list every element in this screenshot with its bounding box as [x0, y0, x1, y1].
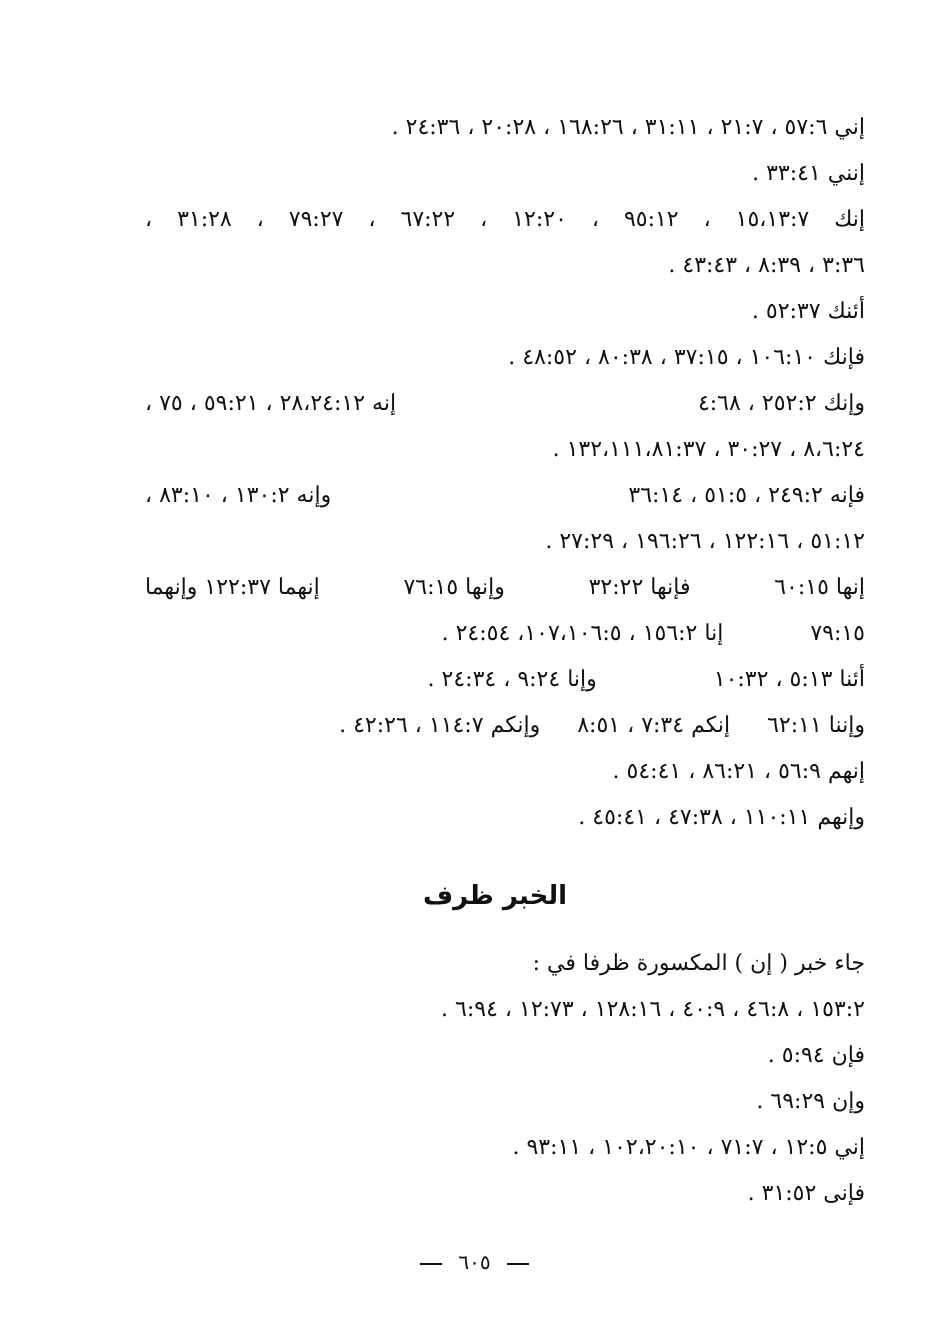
index-line: فإنى ٣١:٥٢ . [747, 1181, 865, 1206]
index-line [145, 611, 865, 657]
index-line: إنني ٣٣:٤١ . [752, 161, 865, 186]
index-line: وإنهم ١١٠:١١ ، ٤٧:٣٨ ، ٤٥:٤١ . [578, 805, 865, 830]
index-entry: إنها ٦٠:١٥ [774, 575, 865, 600]
section-heading: الخبر ظرف [422, 881, 568, 911]
section-intro: جاء خبر ( إن ) المكسورة ظرفا في : [532, 951, 865, 976]
footer-dash [420, 1263, 442, 1265]
index-line: إني ١٢:٥ ، ٧١:٧ ، ١٠٢،٢٠:١٠ ، ٩٣:١١ . [512, 1135, 865, 1160]
index-line: أئنك ٥٢:٣٧ . [751, 299, 865, 324]
index-line [145, 565, 865, 611]
index-line: ١٥٣:٢ ، ٤٦:٨ ، ٤٠:٩ ، ١٢٨:١٦ ، ١٢:٧٣ ، ٦:٩٤ . [441, 997, 865, 1022]
index-entry: أئنا ٥:١٣ ، ١٠:٣٢ [713, 667, 865, 692]
index-line: ٨،٦:٢٤ ، ٣٠:٢٧ ، ١٣٢،١١١،٨١:٣٧ . [552, 437, 865, 462]
index-entry: وإنا ٩:٢٤ ، ٢٤:٣٤ . [427, 667, 597, 692]
index-line: ٥١:١٢ ، ١٢٢:١٦ ، ١٩٦:٢٦ ، ٢٧:٢٩ . [545, 529, 865, 554]
index-entry: وإنك ٢٥٢:٢ ، ٤:٦٨ [697, 391, 865, 416]
index-line [145, 381, 865, 427]
index-entry: فإنها ٣٢:٢٢ [588, 575, 691, 600]
index-entry: إنك ١٥،١٣:٧ ، ٩٥:١٢ ، ١٢:٢٠ ، ٦٧:٢٢ ، ٧٩:٢٧ ، ٣١:٢٨ ، [145, 207, 866, 232]
index-entry: فإنه ٢٤٩:٢ ، ٥١:٥ ، ٣٦:١٤ [628, 483, 865, 508]
page-footer [0, 1250, 949, 1274]
index-line [145, 703, 865, 749]
index-entry: وإننا ٦٢:١١ [767, 713, 865, 738]
index-entry: وإنها ٧٦:١٥ [403, 575, 505, 600]
index-entry: وإنه ١٣٠:٢ ، ٨٣:١٠ ، [145, 483, 332, 508]
index-entry: إنه ٢٨،٢٤:١٢ ، ٥٩:٢١ ، ٧٥ ، [145, 391, 397, 416]
index-entry: إنكم ٧:٣٤ ، ٨:٥١ [577, 713, 731, 738]
index-entry: إنهما ١٢٢:٣٧ وإنهما [145, 575, 320, 600]
index-entry: إنا ١٥٦:٢ ، ١٠٧،١٠٦:٥، ٢٤:٥٤ . [441, 621, 724, 646]
index-content [145, 105, 865, 1217]
index-entry: وإنكم ١١٤:٧ ، ٤٢:٢٦ . [339, 713, 541, 738]
index-line: وإن ٦٩:٢٩ . [756, 1089, 865, 1114]
index-line [145, 473, 865, 519]
index-line [145, 197, 865, 243]
index-line: فإن ٥:٩٤ . [767, 1043, 865, 1068]
index-line [145, 657, 865, 703]
page-number: ٦٠٥ [458, 1250, 491, 1274]
index-line: فإنك ١٠٦:١٠ ، ٣٧:١٥ ، ٨٠:٣٨ ، ٤٨:٥٢ . [508, 345, 865, 370]
index-line: إنهم ٥٦:٩ ، ٨٦:٢١ ، ٥٤:٤١ . [612, 759, 865, 784]
index-line: ٣:٣٦ ، ٨:٣٩ ، ٤٣:٤٣ . [668, 253, 865, 278]
index-line: إني ٥٧:٦ ، ٢١:٧ ، ٣١:١١ ، ١٦٨:٢٦ ، ٢٠:٢٨ ، ٢٤:٣٦ . [391, 115, 865, 140]
footer-dash [507, 1263, 529, 1265]
index-entry: ٧٩:١٥ [810, 621, 865, 646]
